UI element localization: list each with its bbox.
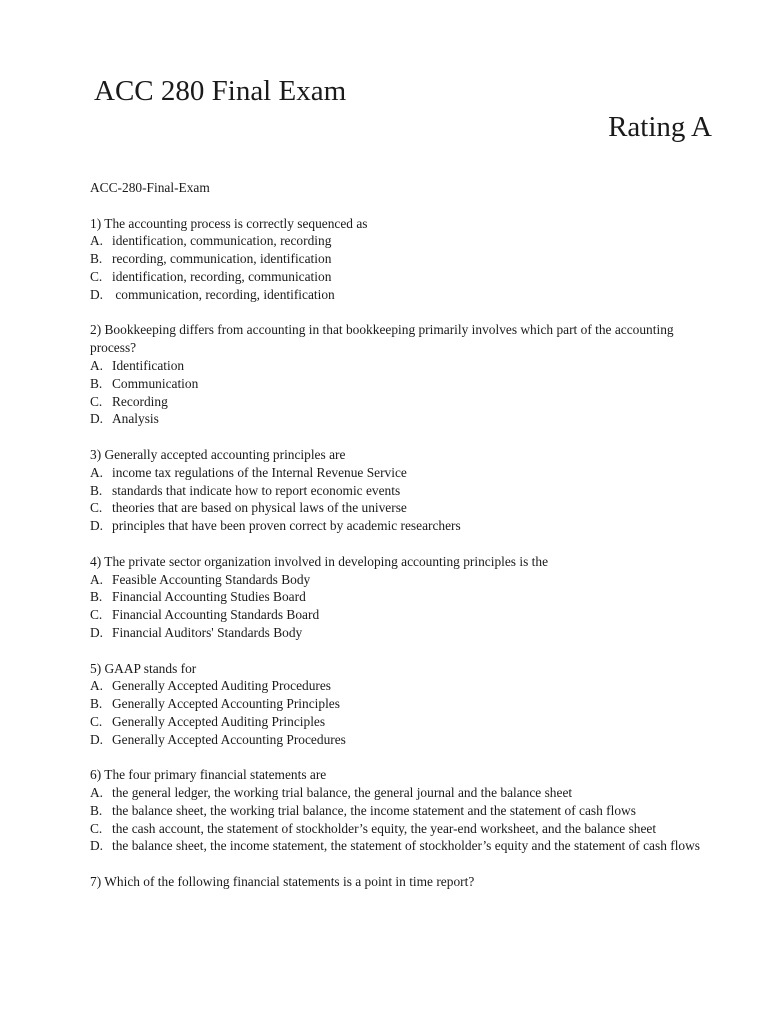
option-text: identification, recording, communication [112,268,332,284]
option-letter: A. [90,785,104,801]
question-text: 3) Generally accepted accounting principles are [90,446,346,462]
option-text: income tax regulations of the Internal Revenue Service [112,464,407,480]
option-letter: B. [90,696,103,712]
question-5 [90,660,720,749]
question-6 [90,766,720,855]
question-text: 6) The four primary financial statements are [90,767,327,783]
document-title: ACC 280 Final Exam [94,75,347,107]
answer-option [90,375,720,393]
option-text: Financial Accounting Studies Board [112,589,306,605]
answer-option [90,695,720,713]
option-letter: A. [90,464,104,480]
option-letter: B. [90,375,103,391]
answer-option [90,588,720,606]
answer-option [90,499,720,517]
option-letter: D. [90,624,104,640]
question-list [90,215,720,891]
option-text: the cash account, the statement of stockholder’s equity, the year-end worksheet, and the balance sheet [112,820,657,836]
option-text: Recording [112,393,168,409]
rating-label: Rating A [608,111,712,143]
answer-option [90,464,720,482]
option-text: Generally Accepted Accounting Principles [112,696,340,712]
question-7 [90,873,720,891]
answer-option [90,268,720,286]
option-letter: C. [90,820,103,836]
option-letter: C. [90,500,103,516]
answer-option [90,837,720,855]
question-1 [90,215,720,304]
option-letter: C. [90,268,103,284]
option-text: communication, recording, identification [112,286,335,302]
option-text: Communication [112,375,199,391]
answer-option [90,232,720,250]
option-letter: B. [90,802,103,818]
question-text: 1) The accounting process is correctly sequenced as [90,215,368,231]
answer-option [90,250,720,268]
option-text: standards that indicate how to report economic events [112,482,401,498]
question-3 [90,446,720,535]
exam-subtitle: ACC-280-Final-Exam [90,180,210,195]
option-letter: C. [90,713,103,729]
option-text: the balance sheet, the income statement, the statement of stockholder’s equity and the statement of cash flows [112,838,701,854]
answer-option [90,410,720,428]
option-letter: A. [90,233,104,249]
answer-option [90,357,720,375]
answer-option [90,624,720,642]
answer-option [90,482,720,500]
question-text: 5) GAAP stands for [90,660,197,676]
option-text: Financial Auditors' Standards Body [112,624,303,640]
option-text: Generally Accepted Accounting Procedures [112,731,346,747]
option-letter: D. [90,518,104,534]
question-4 [90,553,720,642]
option-letter: A. [90,571,104,587]
option-letter: C. [90,393,103,409]
option-letter: D. [90,731,104,747]
option-text: identification, communication, recording [112,233,332,249]
option-letter: D. [90,411,104,427]
option-text: Generally Accepted Auditing Principles [112,713,326,729]
option-text: Identification [112,357,185,373]
option-text: the general ledger, the working trial balance, the general journal and the balance sheet [112,785,573,801]
answer-option [90,784,720,802]
option-letter: A. [90,357,104,373]
answer-option [90,393,720,411]
question-2 [90,321,720,428]
question-text: 7) Which of the following financial statements is a point in time report? [90,874,475,890]
option-text: Analysis [112,411,159,427]
option-letter: D. [90,286,104,302]
answer-option [90,677,720,695]
answer-option [90,820,720,838]
exam-content [90,179,720,909]
option-text: Feasible Accounting Standards Body [112,571,311,587]
option-letter: B. [90,589,103,605]
option-letter: C. [90,607,103,623]
option-letter: B. [90,482,103,498]
answer-option [90,571,720,589]
option-text: theories that are based on physical laws of the universe [112,500,407,516]
answer-option [90,606,720,624]
option-text: Generally Accepted Auditing Procedures [112,678,332,694]
answer-option [90,286,720,304]
option-text: the balance sheet, the working trial balance, the income statement and the statement of cash flows [112,802,636,818]
answer-option [90,802,720,820]
option-letter: B. [90,251,103,267]
question-text: 4) The private sector organization involved in developing accounting principles is the [90,553,549,569]
option-text: principles that have been proven correct by academic researchers [112,518,461,534]
option-letter: D. [90,838,104,854]
option-text: Financial Accounting Standards Board [112,607,320,623]
question-text: 2) Bookkeeping differs from accounting in that bookkeeping primarily involves which part of the accounting process? [90,322,674,356]
option-text: recording, communication, identification [112,251,332,267]
answer-option [90,713,720,731]
answer-option [90,517,720,535]
option-letter: A. [90,678,104,694]
answer-option [90,731,720,749]
